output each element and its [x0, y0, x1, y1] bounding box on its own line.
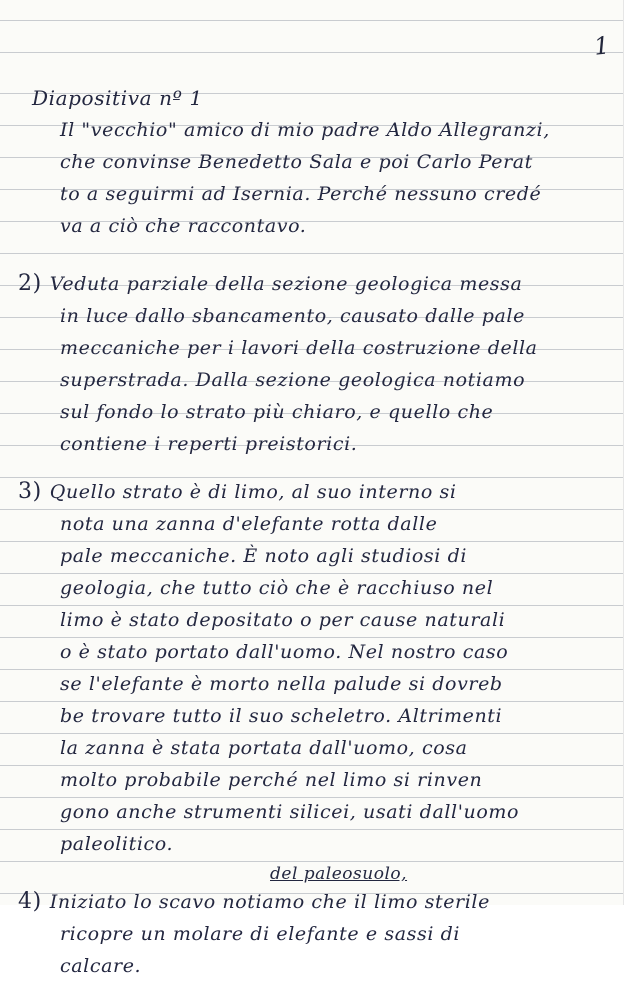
text-line: nota una zanna d'elefante rotta dalle: [60, 513, 438, 535]
text-line: superstrada. Dalla sezione geologica notiamo: [60, 369, 526, 391]
text-line: che convinse Benedetto Sala e poi Carlo Perat: [60, 151, 533, 173]
text-line: la zanna è stata portata dall'uomo, cosa: [60, 737, 468, 759]
text-line: va a ciò che raccontavo.: [60, 215, 307, 237]
text-line: limo è stato depositato o per cause naturali: [60, 609, 506, 631]
section-number: 3): [18, 479, 42, 504]
text-line: Veduta parziale della sezione geologica messa: [49, 273, 523, 295]
text-line: Quello strato è di limo, al suo interno si: [49, 481, 457, 503]
slide-title: Diapositiva nº 1: [32, 86, 203, 110]
section-2: [18, 268, 614, 460]
text-line: paleolitico.: [60, 833, 174, 855]
section-number: 2): [18, 271, 42, 296]
text-line: Il "vecchio" amico di mio padre Aldo Allegranzi,: [60, 119, 550, 141]
text-line: pale meccaniche. È noto agli studiosi di: [60, 545, 468, 567]
text-line: geologia, che tutto ciò che è racchiuso nel: [60, 577, 494, 599]
text-line: contiene i reperti preistorici.: [60, 433, 358, 455]
text-line: meccaniche per i lavori della costruzione della: [60, 337, 538, 359]
text-line: gono anche strumenti silicei, usati dall'uomo: [60, 801, 520, 823]
text-line: ricopre un molare di elefante e sassi di: [60, 923, 461, 945]
text-line: o è stato portato dall'uomo. Nel nostro caso: [60, 641, 509, 663]
text-line: be trovare tutto il suo scheletro. Altrimenti: [60, 705, 503, 727]
text-line: calcare.: [60, 955, 142, 977]
text-line: molto probabile perché nel limo si rinven: [60, 769, 483, 791]
section-3: [18, 476, 614, 860]
text-line: sul fondo lo strato più chiaro, e quello che: [60, 401, 494, 423]
text-line: to a seguirmi ad Isernia. Perché nessuno credé: [60, 183, 542, 205]
text-line: in luce dallo sbancamento, causato dalle pale: [60, 305, 525, 327]
section-4: [18, 864, 614, 982]
section-number: 4): [18, 889, 42, 914]
page-number: 1: [592, 31, 611, 61]
text-line: se l'elefante è morto nella palude si dovreb: [60, 673, 503, 695]
text-line: Iniziato lo scavo notiamo che il limo sterile: [49, 891, 490, 913]
handwritten-text: [18, 82, 614, 982]
section-1: [18, 114, 614, 242]
margin-insertion: del paleosuolo,: [270, 864, 408, 884]
